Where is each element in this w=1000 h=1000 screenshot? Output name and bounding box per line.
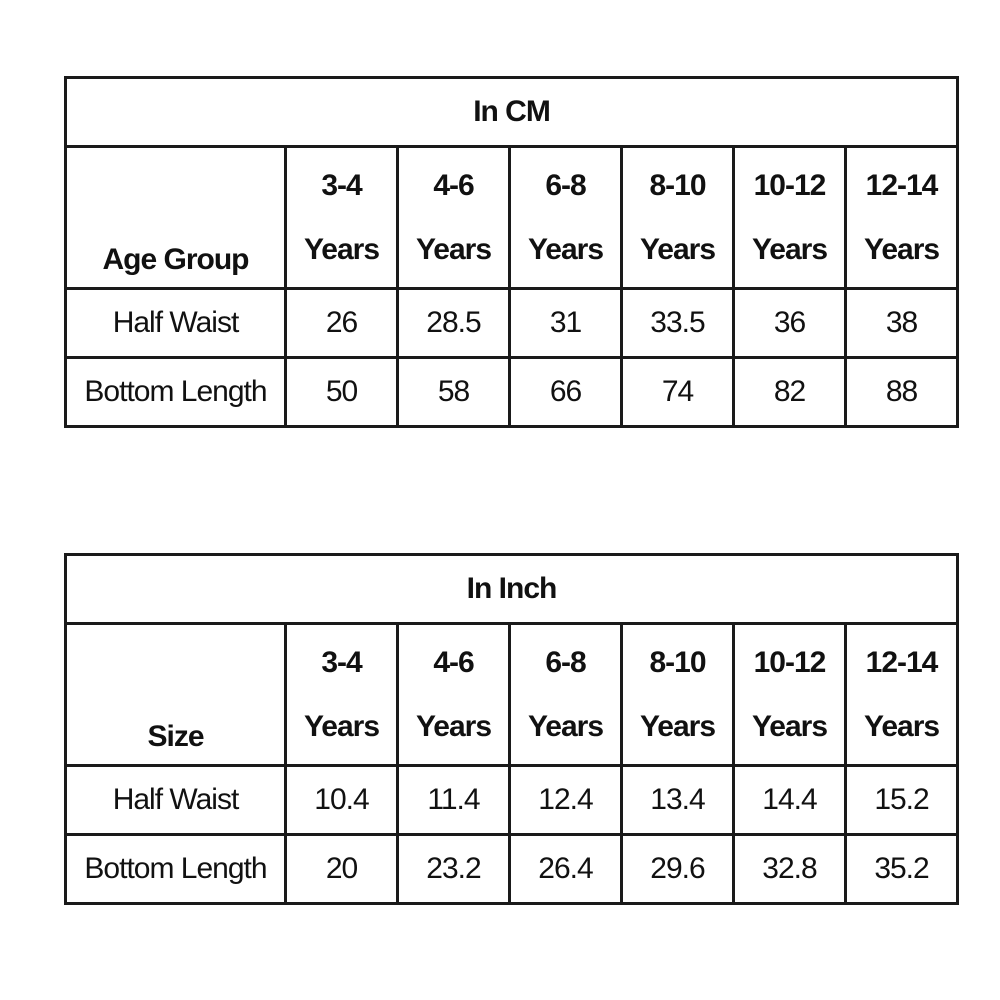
age-range: 3-4 xyxy=(321,168,362,202)
age-column-header xyxy=(846,624,958,766)
age-column-header xyxy=(846,147,958,289)
table-title-row xyxy=(66,555,958,624)
table-cell: 10.4 xyxy=(286,766,398,835)
age-unit: Years xyxy=(639,709,716,743)
row-label-half-waist: Half Waist xyxy=(66,766,286,835)
age-range: 6-8 xyxy=(545,645,586,679)
table-header-row xyxy=(66,624,958,766)
age-unit: Years xyxy=(415,709,492,743)
age-range: 8-10 xyxy=(649,168,706,202)
size-table-inch xyxy=(64,553,959,905)
table-row xyxy=(66,835,958,904)
table-title: In CM xyxy=(66,78,958,147)
age-column-header xyxy=(286,624,398,766)
table-cell: 35.2 xyxy=(846,835,958,904)
row-label-bottom-length: Bottom Length xyxy=(66,358,286,427)
table-cell: 12.4 xyxy=(510,766,622,835)
age-range: 8-10 xyxy=(649,645,706,679)
table-cell: 38 xyxy=(846,289,958,358)
age-range: 10-12 xyxy=(753,645,826,679)
age-unit: Years xyxy=(303,709,380,743)
age-unit: Years xyxy=(863,232,940,266)
table-cell: 58 xyxy=(398,358,510,427)
table-cell: 20 xyxy=(286,835,398,904)
table-cell: 50 xyxy=(286,358,398,427)
table-row xyxy=(66,289,958,358)
age-column-header xyxy=(734,147,846,289)
age-range: 4-6 xyxy=(433,168,474,202)
age-unit: Years xyxy=(863,709,940,743)
table-cell: 15.2 xyxy=(846,766,958,835)
table-cell: 26 xyxy=(286,289,398,358)
age-column-header xyxy=(510,147,622,289)
table-header-row xyxy=(66,147,958,289)
age-unit: Years xyxy=(751,232,828,266)
table-cell: 13.4 xyxy=(622,766,734,835)
table-cell: 82 xyxy=(734,358,846,427)
age-range: 12-14 xyxy=(865,645,938,679)
table-cell: 23.2 xyxy=(398,835,510,904)
header-label: Size xyxy=(66,624,286,766)
table-cell: 11.4 xyxy=(398,766,510,835)
age-column-header xyxy=(622,147,734,289)
table-cell: 26.4 xyxy=(510,835,622,904)
table-row xyxy=(66,358,958,427)
age-unit: Years xyxy=(527,232,604,266)
age-unit: Years xyxy=(303,232,380,266)
age-range: 3-4 xyxy=(321,645,362,679)
row-label-half-waist: Half Waist xyxy=(66,289,286,358)
table-cell: 14.4 xyxy=(734,766,846,835)
table-cell: 28.5 xyxy=(398,289,510,358)
age-column-header xyxy=(622,624,734,766)
size-table-cm xyxy=(64,76,959,428)
table-cell: 29.6 xyxy=(622,835,734,904)
age-column-header xyxy=(510,624,622,766)
table-cell: 33.5 xyxy=(622,289,734,358)
age-range: 12-14 xyxy=(865,168,938,202)
table-title-row xyxy=(66,78,958,147)
table-cell: 88 xyxy=(846,358,958,427)
table-title: In Inch xyxy=(66,555,958,624)
age-range: 6-8 xyxy=(545,168,586,202)
age-unit: Years xyxy=(639,232,716,266)
table-cell: 74 xyxy=(622,358,734,427)
age-column-header xyxy=(734,624,846,766)
table-cell: 36 xyxy=(734,289,846,358)
age-range: 10-12 xyxy=(753,168,826,202)
age-unit: Years xyxy=(527,709,604,743)
age-unit: Years xyxy=(751,709,828,743)
age-column-header xyxy=(398,624,510,766)
table-row xyxy=(66,766,958,835)
age-column-header xyxy=(286,147,398,289)
age-range: 4-6 xyxy=(433,645,474,679)
age-unit: Years xyxy=(415,232,492,266)
table-cell: 31 xyxy=(510,289,622,358)
table-cell: 66 xyxy=(510,358,622,427)
table-cell: 32.8 xyxy=(734,835,846,904)
header-label: Age Group xyxy=(66,147,286,289)
age-column-header xyxy=(398,147,510,289)
row-label-bottom-length: Bottom Length xyxy=(66,835,286,904)
